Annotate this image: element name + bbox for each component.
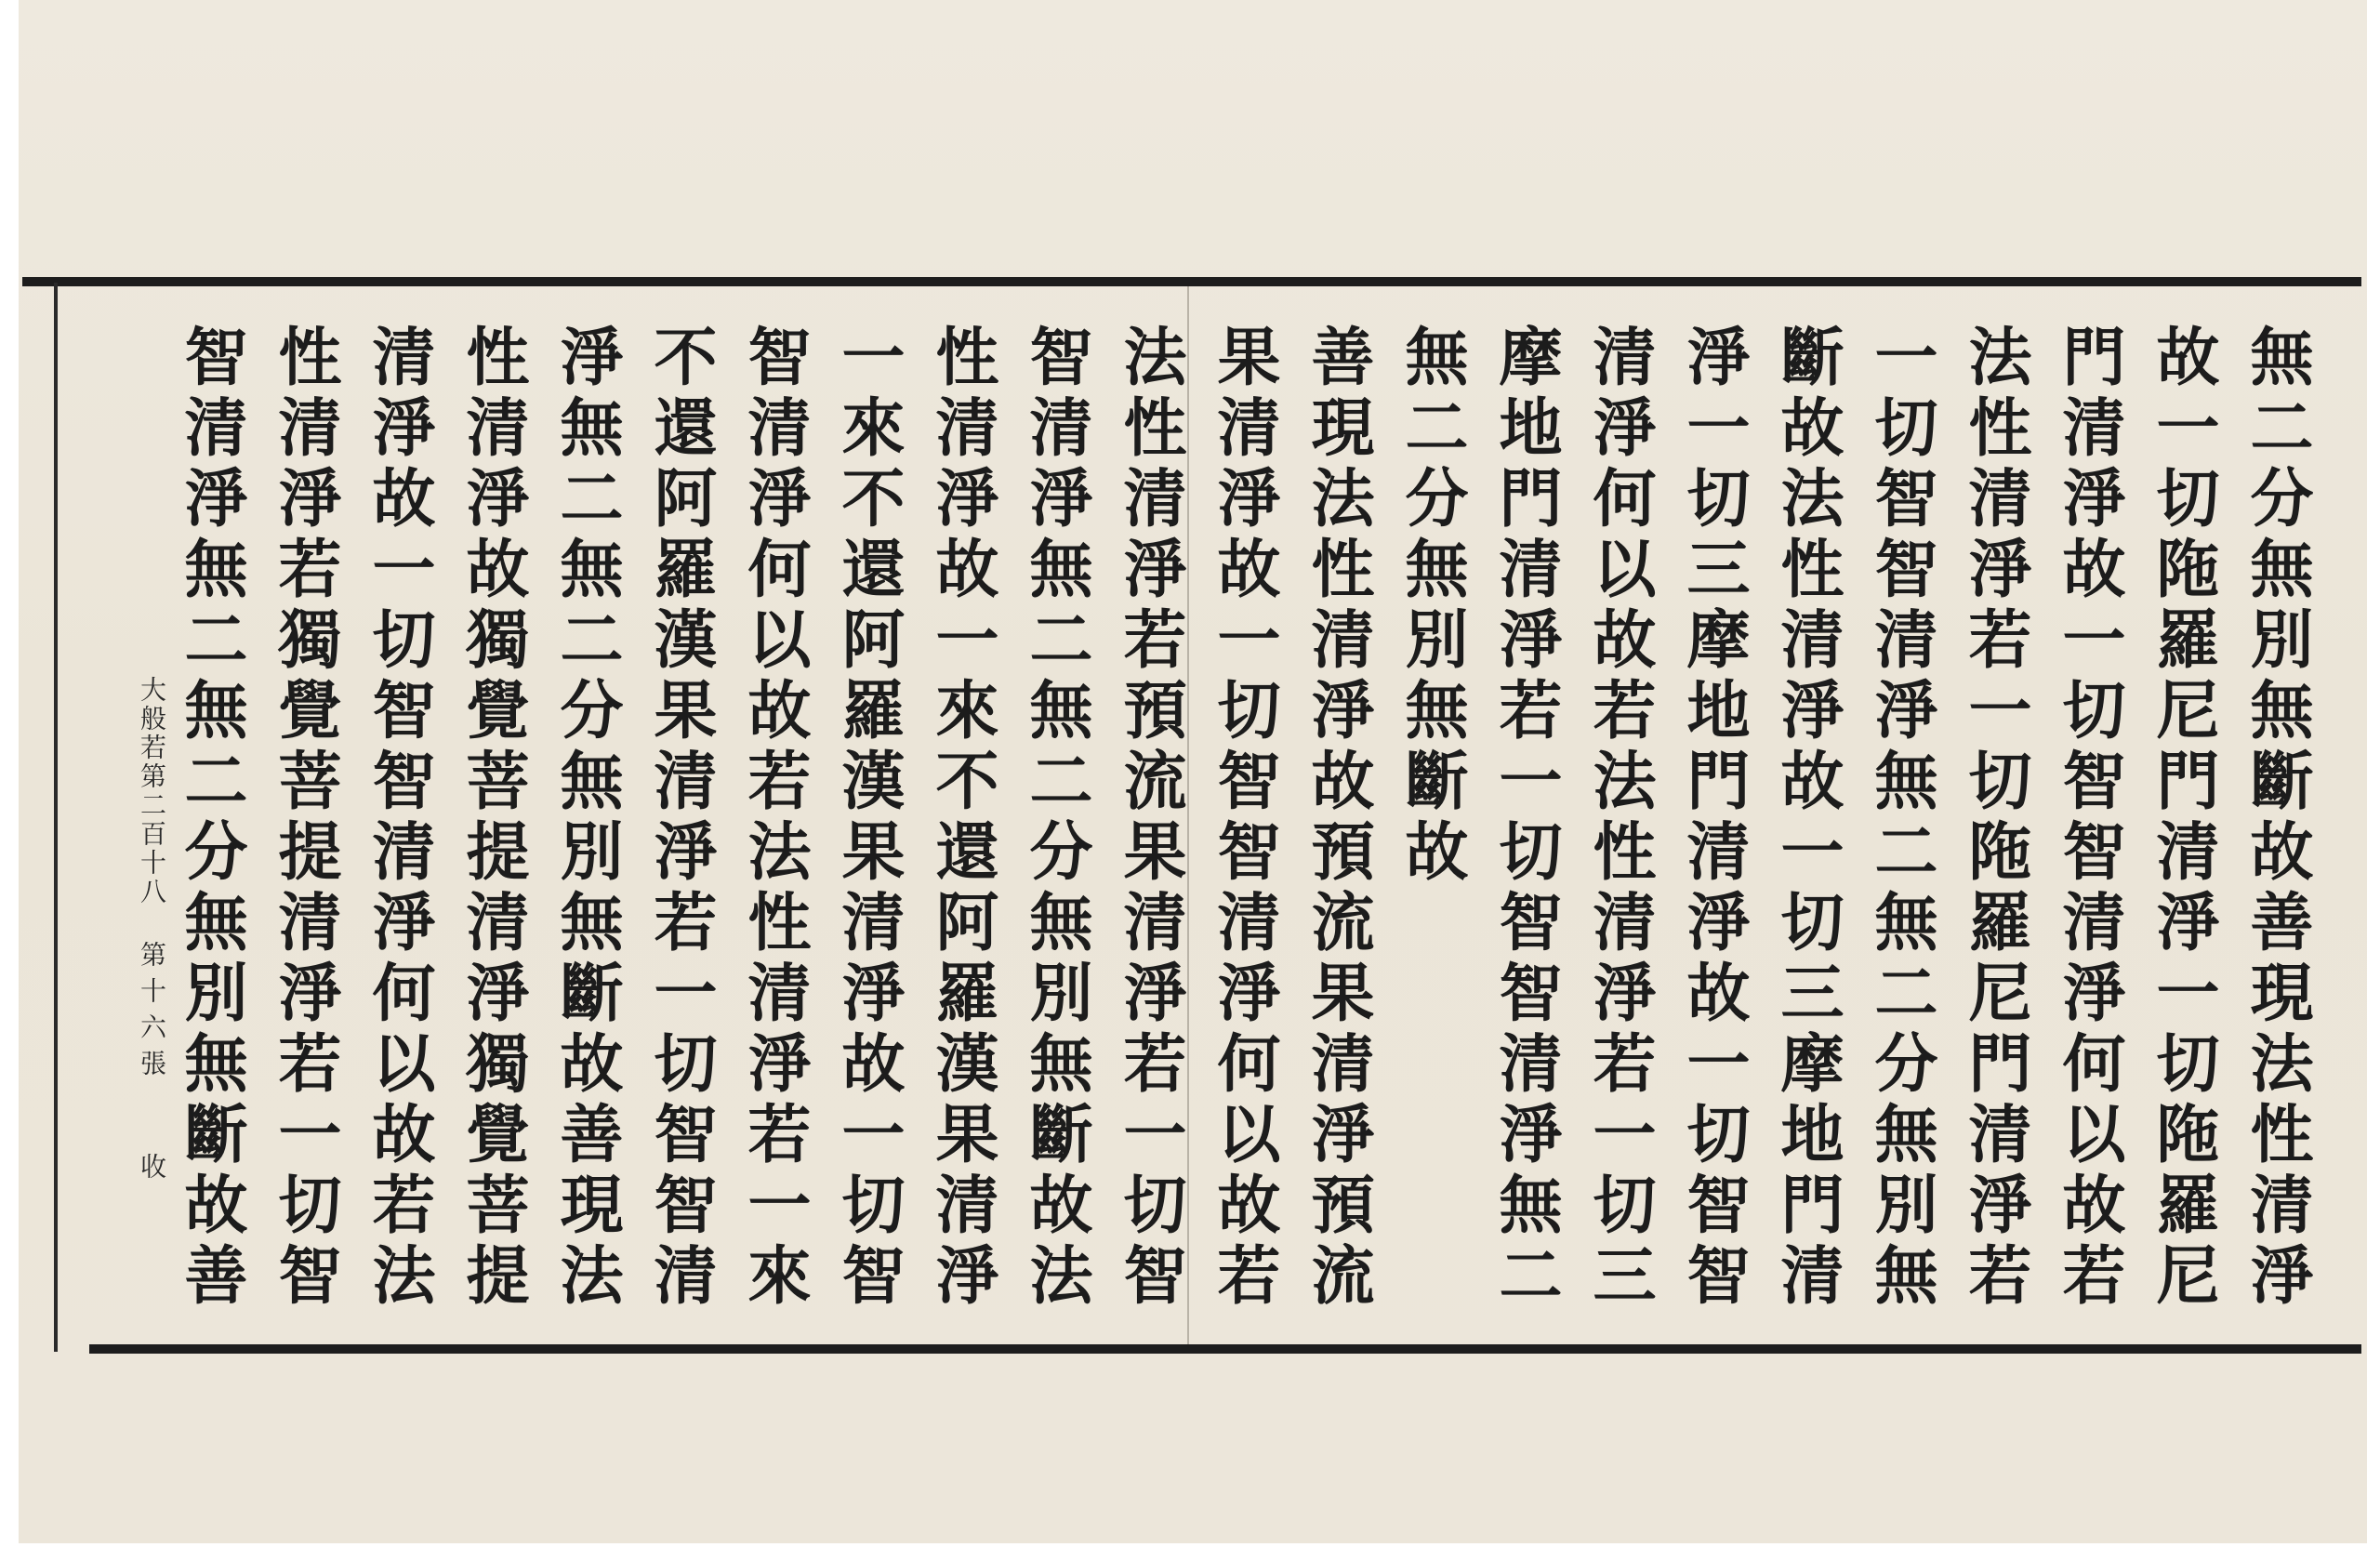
text-column: 一來不還阿羅漢果清淨故一切智	[831, 324, 906, 1313]
text-column: 故一切陁羅尼門清淨一切陁羅尼	[2146, 324, 2220, 1313]
text-column: 不還阿羅漢果清淨若一切智智清	[643, 324, 718, 1313]
text-column: 門清淨故一切智智清淨何以故若	[2052, 324, 2126, 1313]
text-column: 清淨故一切智智清淨何以故若法	[362, 324, 436, 1313]
text-column: 善現法性清淨故預流果清淨預流	[1301, 324, 1375, 1313]
text-column: 果清淨故一切智智清淨何以故若	[1207, 324, 1281, 1313]
margin-case-mark: 收	[137, 1153, 167, 1179]
text-column: 智清淨無二無二分無別無斷故法	[1019, 324, 1093, 1313]
margin-sheet-number: 第十六張	[137, 941, 167, 1086]
text-column: 摩地門清淨若一切智智清淨無二	[1488, 324, 1563, 1313]
text-column: 一切智智清淨無二無二分無別無	[1864, 324, 1938, 1313]
text-column: 智清淨何以故若法性清淨若一來	[737, 324, 812, 1313]
text-column: 斷故法性清淨故一切三摩地門清	[1770, 324, 1844, 1313]
text-column: 清淨何以故若法性清淨若一切三	[1582, 324, 1657, 1313]
text-column: 性清淨若獨覺菩提清淨若一切智	[268, 324, 342, 1313]
text-column: 性清淨故獨覺菩提清淨獨覺菩提	[456, 324, 530, 1313]
text-column: 法性清淨若預流果清淨若一切智	[1113, 324, 1187, 1313]
text-column: 智清淨無二無二分無別無斷故善	[174, 324, 248, 1313]
text-column: 性清淨故一來不還阿羅漢果清淨	[925, 324, 999, 1313]
bottom-border-line	[89, 1344, 2361, 1354]
text-column: 無二分無別無斷故	[1395, 324, 1469, 889]
text-column: 無二分無別無斷故善現法性清淨	[2240, 324, 2314, 1313]
top-border-line	[22, 277, 2361, 286]
margin-volume-title: 大般若第二百十八	[137, 676, 167, 906]
text-column: 法性清淨若一切陁羅尼門清淨若	[1958, 324, 2032, 1313]
text-column: 淨一切三摩地門清淨故一切智智	[1676, 324, 1751, 1313]
left-border-line	[54, 283, 58, 1352]
text-column: 淨無二無二分無別無斷故善現法	[549, 324, 624, 1313]
